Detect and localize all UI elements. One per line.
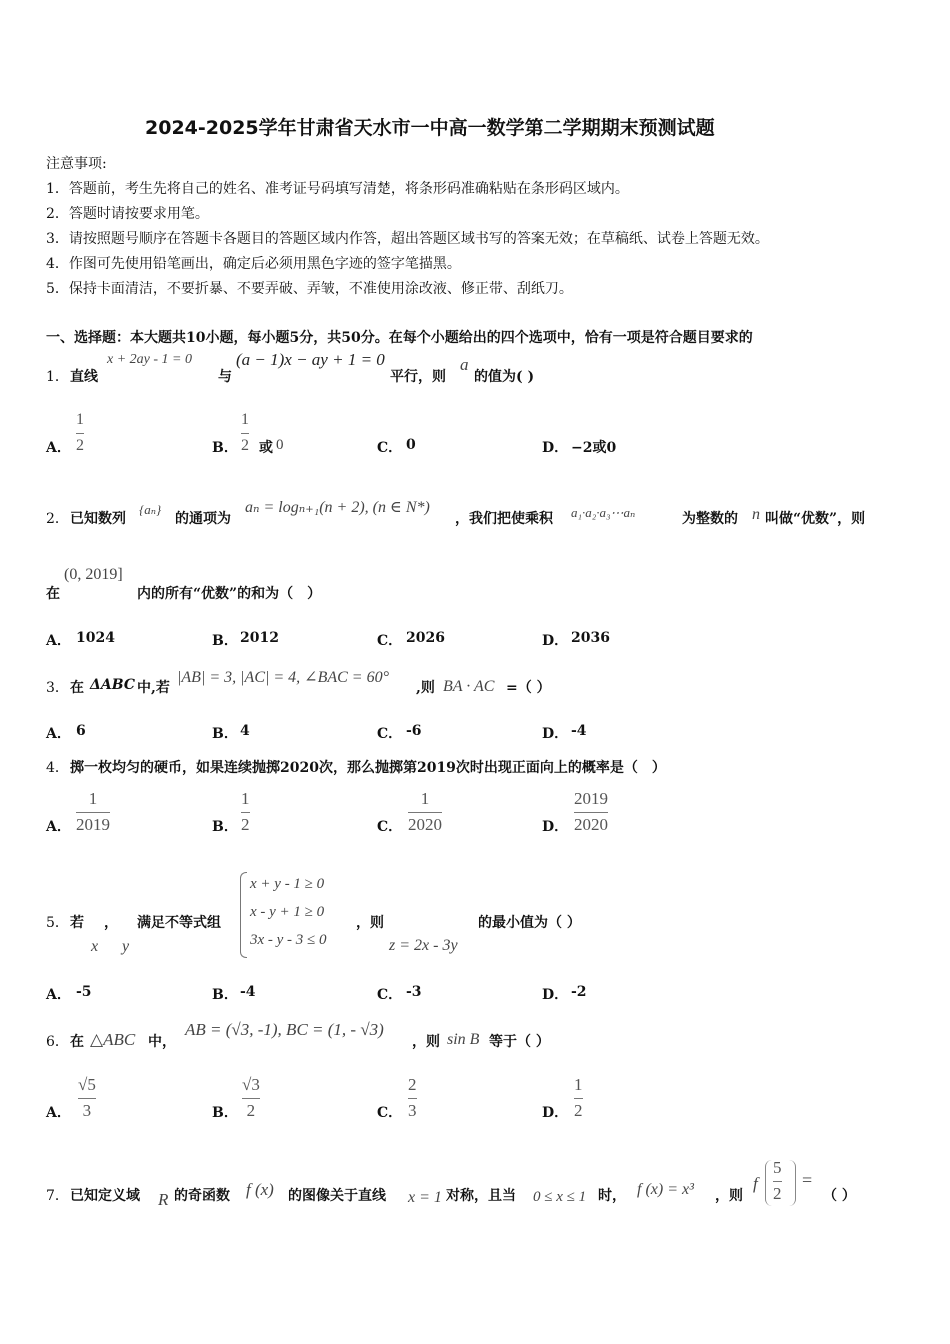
q3-option-a-text: 6 <box>76 723 86 739</box>
notice-item-1: 1．答题前，考生先将自己的姓名、准考证号码填写清楚，将条形码准确粘贴在条形码区域内。 <box>46 181 629 197</box>
q7-text-6: ，则 <box>715 1188 743 1204</box>
q2-text-4: 为整数的 <box>682 511 738 527</box>
q5-option-c-text: -3 <box>406 984 422 1000</box>
q5-comma: ， <box>104 915 118 931</box>
q7-math-2: f (x) <box>246 1180 274 1199</box>
q2-text-6: 在 <box>46 586 60 602</box>
q2-number: 2． <box>46 511 69 527</box>
q7-math-6-equals: = <box>802 1170 813 1190</box>
q6-option-b-fraction <box>242 1075 260 1121</box>
q7-number: 7． <box>46 1188 69 1204</box>
fraction-denominator: 2 <box>773 1184 782 1203</box>
fraction-denominator: 2 <box>574 1101 583 1120</box>
fraction-numerator: 1 <box>241 411 249 428</box>
q6-math-3: sin B <box>447 1031 480 1048</box>
q1-option-b-suffix: 或 <box>259 440 273 456</box>
q5-option-c-label: C． <box>377 987 403 1003</box>
q5-math-z: z = 2x - 3y <box>389 937 458 954</box>
page-title: 2024-2025学年甘肃省天水市一中高一数学第二学期期末预测试题 <box>145 117 715 139</box>
q4-option-a-label: A． <box>46 819 71 835</box>
q1-option-d-text: −2或0 <box>571 440 617 456</box>
q1-option-d-label: D． <box>542 440 569 456</box>
q5-option-d-label: D． <box>542 987 569 1003</box>
q7-math-5: f (x) = x³ <box>637 1181 694 1198</box>
q1-text-4: 的值为( ) <box>474 369 535 385</box>
q2-option-b-text: 2012 <box>240 630 279 646</box>
q1-text-2: 与 <box>218 369 232 385</box>
q5-text-3: ，则 <box>356 915 384 931</box>
q7-left-paren <box>765 1160 772 1206</box>
q5-text-4: 的最小值为（ ） <box>478 915 581 931</box>
q6-math-1: △ABC <box>90 1030 136 1049</box>
fraction-numerator: 1 <box>574 1075 583 1094</box>
q3-option-d-label: D． <box>542 726 569 742</box>
q5-system-line-1: x + y - 1 ≥ 0 <box>250 876 325 892</box>
fraction-numerator: 1 <box>88 789 98 808</box>
q2-option-a-text: 1024 <box>76 630 115 646</box>
q1-math-3: a <box>460 355 469 374</box>
q2-math-2: aₙ = logₙ₊₁(n + 2), (n ∈ N*) <box>245 499 430 516</box>
notice-item-4: 4．作图可先使用铅笔画出，确定后必须用黑色字迹的签字笔描黑。 <box>46 256 461 272</box>
q6-option-c-fraction <box>408 1075 417 1121</box>
q2-option-a-label: A． <box>46 633 71 649</box>
fraction-numerator: √5 <box>78 1075 96 1094</box>
fraction-denominator: 2019 <box>76 815 110 834</box>
q7-text-4: 对称，且当 <box>446 1188 516 1204</box>
q4-option-a-fraction <box>76 789 110 835</box>
q1-math-2: (a − 1)x − ay + 1 = 0 <box>236 350 385 369</box>
fraction-numerator: 2 <box>408 1075 417 1094</box>
q2-option-d-label: D． <box>542 633 569 649</box>
q6-option-a-fraction <box>78 1075 96 1121</box>
q7-text-1: 已知定义域 <box>70 1188 140 1204</box>
q3-option-c-text: -6 <box>406 723 422 739</box>
fraction-numerator: 1 <box>420 789 430 808</box>
section-heading: 一、选择题：本大题共10小题，每小题5分，共50分。在每个小题给出的四个选项中，恰有一项是符合题目要求的 <box>46 330 753 346</box>
q5-system-brace <box>240 872 247 958</box>
q3-text-2: 中,若 <box>137 680 170 696</box>
q4-option-c-label: C． <box>377 819 403 835</box>
q3-option-b-label: B． <box>212 726 238 742</box>
q5-math-y: y <box>122 938 130 955</box>
q2-option-c-text: 2026 <box>406 630 445 646</box>
q5-option-b-text: -4 <box>240 984 256 1000</box>
q1-option-b-suffix-math: 0 <box>276 437 284 453</box>
fraction-denominator: 2 <box>76 437 84 454</box>
q7-text-5: 时， <box>598 1188 626 1204</box>
q5-option-a-text: -5 <box>76 984 92 1000</box>
q7-text-2: 的奇函数 <box>174 1188 230 1204</box>
q2-text-5: 叫做“优数”，则 <box>765 511 866 527</box>
q6-text-4: 等于（ ） <box>489 1034 550 1050</box>
q6-text-1: 在 <box>70 1034 84 1050</box>
fraction-numerator: 5 <box>773 1158 782 1177</box>
q5-text-1: 若 <box>70 915 84 931</box>
q7-math-4: 0 ≤ x ≤ 1 <box>533 1189 587 1205</box>
q6-math-2: AB = (√3, -1), BC = (1, - √3) <box>185 1020 384 1039</box>
q5-option-a-label: A． <box>46 987 71 1003</box>
q4-option-b-label: B． <box>212 819 238 835</box>
q1-option-a-label: A． <box>46 440 71 456</box>
q4-option-d-label: D． <box>542 819 569 835</box>
q3-text-1: 在 <box>70 680 84 696</box>
q5-text-2: 满足不等式组 <box>137 915 221 931</box>
q1-option-b-label: B． <box>212 440 238 456</box>
q7-right-paren <box>789 1160 796 1206</box>
q4-option-d-fraction <box>574 789 608 835</box>
q4-text-1: 掷一枚均匀的硬币，如果连续抛掷2020次，那么抛掷第2019次时出现正面向上的概率是（ ） <box>70 760 666 776</box>
q2-option-c-label: C． <box>377 633 403 649</box>
q6-text-3: ，则 <box>412 1034 440 1050</box>
q2-math-6: (0, 2019] <box>64 566 123 583</box>
notice-item-3: 3．请按照题号顺序在答题卡各题目的答题区域内作答，超出答题区域书写的答案无效；在草稿纸、试卷上答题无效。 <box>46 231 769 247</box>
q2-math-1: {aₙ} <box>139 502 162 517</box>
q6-number: 6． <box>46 1034 69 1050</box>
q3-text-4: =（ ） <box>506 680 551 696</box>
q7-math-1: R <box>158 1190 169 1209</box>
q4-option-c-fraction <box>408 789 442 835</box>
q3-triangle: ΔABC <box>90 677 135 693</box>
fraction-numerator: 1 <box>76 411 84 428</box>
q1-option-c-text: 0 <box>406 437 416 453</box>
q7-math-6-f: f <box>753 1174 758 1193</box>
q7-text-3: 的图像关于直线 <box>288 1188 386 1204</box>
q1-option-c-label: C． <box>377 440 403 456</box>
q7-math-6-fraction <box>773 1158 782 1204</box>
q1-option-b-fraction <box>241 410 249 456</box>
q5-number: 5． <box>46 915 69 931</box>
notice-item-2: 2．答题时请按要求用笔。 <box>46 206 209 222</box>
fraction-numerator: 2019 <box>574 789 608 808</box>
q3-option-a-label: A． <box>46 726 71 742</box>
notice-item-5: 5．保持卡面清洁，不要折暴、不要弄破、弄皱，不准使用涂改液、修正带、刮纸刀。 <box>46 281 573 297</box>
fraction-denominator: 3 <box>82 1101 92 1120</box>
q3-number: 3． <box>46 680 69 696</box>
q4-option-b-fraction <box>241 789 250 835</box>
q5-option-d-text: -2 <box>571 984 587 1000</box>
q6-option-d-label: D． <box>542 1105 569 1121</box>
q2-text-2: 的通项为 <box>175 511 231 527</box>
q3-text-3: ,则 <box>416 680 435 696</box>
q2-text-7: 内的所有“优数”的和为（ ） <box>137 586 322 602</box>
q3-math-2: BA · AC <box>443 678 495 695</box>
fraction-denominator: 2 <box>241 815 250 834</box>
q2-text-1: 已知数列 <box>70 511 126 527</box>
q6-option-b-label: B． <box>212 1105 238 1121</box>
q1-text-3: 平行，则 <box>390 369 446 385</box>
q4-number: 4． <box>46 760 69 776</box>
q7-text-7: （ ） <box>823 1188 856 1204</box>
q1-number: 1． <box>46 369 69 385</box>
q5-system-line-2: x - y + 1 ≥ 0 <box>250 904 325 920</box>
q6-option-c-label: C． <box>377 1105 403 1121</box>
notice-heading: 注意事项: <box>46 156 107 172</box>
q2-math-3: a₁·a₂·a₃⋯aₙ <box>571 505 636 520</box>
q3-option-d-text: -4 <box>571 723 587 739</box>
q1-math-1: x + 2ay - 1 = 0 <box>107 352 192 367</box>
q5-system-line-3: 3x - y - 3 ≤ 0 <box>250 932 327 948</box>
q2-option-b-label: B． <box>212 633 238 649</box>
q6-text-2: 中， <box>148 1034 176 1050</box>
q3-option-c-label: C． <box>377 726 403 742</box>
fraction-denominator: 2020 <box>574 815 608 834</box>
fraction-denominator: 3 <box>408 1101 417 1120</box>
q2-math-4: n <box>752 506 760 523</box>
q5-option-b-label: B． <box>212 987 238 1003</box>
q6-option-d-fraction <box>574 1075 583 1121</box>
q2-option-d-text: 2036 <box>571 630 610 646</box>
fraction-denominator: 2 <box>241 437 249 454</box>
fraction-denominator: 2020 <box>408 815 442 834</box>
q7-math-3: x = 1 <box>408 1189 442 1206</box>
fraction-numerator: √3 <box>242 1075 260 1094</box>
fraction-numerator: 1 <box>241 789 250 808</box>
q2-text-3: ，我们把使乘积 <box>455 511 553 527</box>
fraction-denominator: 2 <box>246 1101 256 1120</box>
q1-text-1: 直线 <box>70 369 98 385</box>
q6-option-a-label: A． <box>46 1105 71 1121</box>
q5-math-x: x <box>91 938 99 955</box>
q1-option-a-fraction <box>76 410 84 456</box>
q3-math-1: |AB| = 3, |AC| = 4, ∠BAC = 60° <box>177 669 389 686</box>
q3-option-b-text: 4 <box>240 723 250 739</box>
